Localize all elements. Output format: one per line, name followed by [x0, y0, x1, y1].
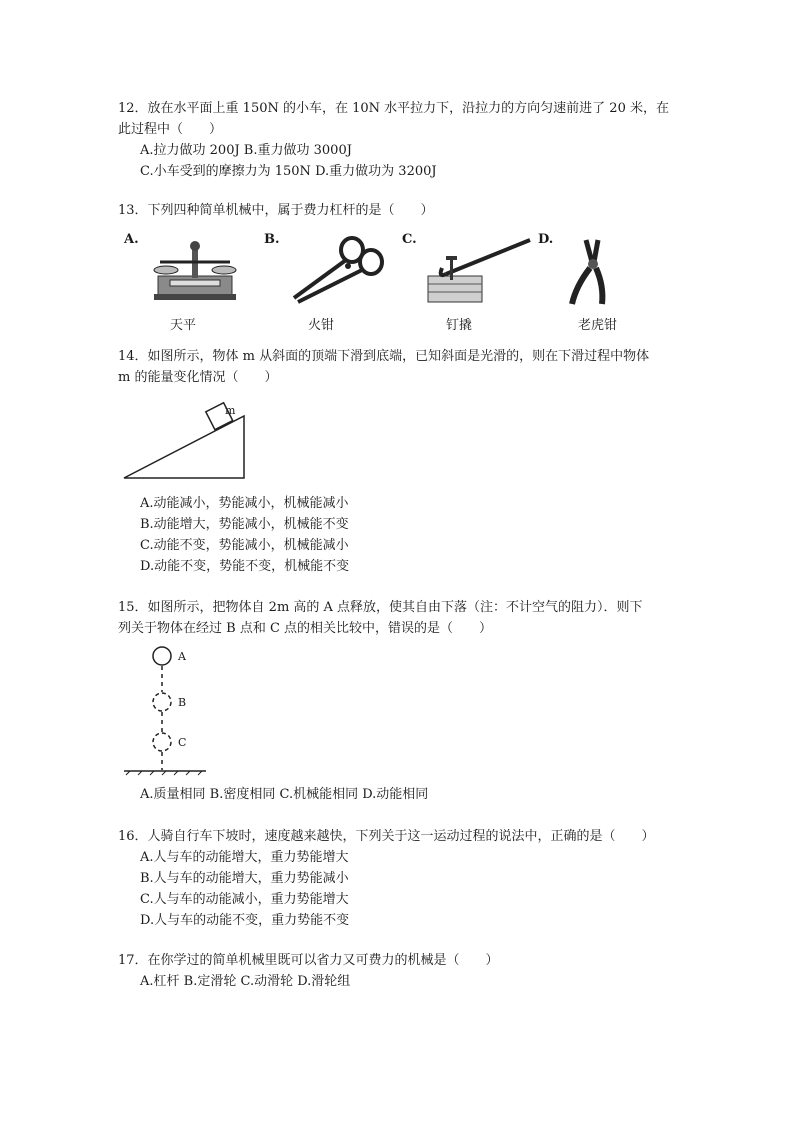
question-14-option-b: B.动能增大，势能减小，机械能不变 — [140, 517, 349, 532]
question-12-stem-line2: 此过程中（ ） — [118, 122, 223, 137]
question-15-options-line: A.质量相同 B.密度相同 C.机械能相同 D.动能相同 — [140, 787, 429, 802]
caption-balance: 天平 — [170, 318, 197, 333]
caption-pliers: 老虎钳 — [578, 318, 618, 333]
question-15 — [118, 597, 678, 639]
question-12-options-ab: A.拉力做功 200J B.重力做功 3000J — [140, 143, 352, 158]
question-12-options-cd: C.小车受到的摩擦力为 150N D.重力做功为 3200J — [140, 164, 437, 179]
question-16-option-a: A.人与车的动能增大，重力势能增大 — [140, 850, 349, 865]
free-fall-diagram — [120, 644, 220, 776]
question-13-stem: 13．下列四种简单机械中，属于费力杠杆的是（ ） — [118, 203, 434, 218]
question-16 — [118, 826, 678, 931]
nail-puller-image — [424, 234, 534, 306]
question-16-option-b: B.人与车的动能增大，重力势能减小 — [140, 871, 349, 886]
question-17-options-line: A.杠杆 B.定滑轮 C.动滑轮 D.滑轮组 — [140, 974, 351, 989]
caption-nail-puller: 钉撬 — [446, 318, 473, 333]
question-16-stem: 16．人骑自行车下坡时，速度越来越快，下列关于这一运动过程的说法中，正确的是（ ） — [118, 829, 655, 844]
question-14 — [118, 346, 678, 388]
question-17 — [118, 950, 678, 992]
question-16-option-c: C.人与车的动能减小，重力势能增大 — [140, 892, 349, 907]
question-14-options — [118, 493, 678, 577]
pliers-image — [562, 236, 622, 308]
option-letter-c: C. — [402, 232, 417, 247]
fire-tongs-image — [284, 236, 384, 308]
balance-scale-image — [150, 234, 240, 306]
option-letter-b: B. — [264, 232, 280, 247]
question-14-stem-line2: m 的能量变化情况（ ） — [118, 370, 278, 385]
option-letter-a: A. — [124, 232, 139, 247]
question-16-option-d: D.人与车的动能不变，重力势能不变 — [140, 913, 350, 928]
question-15-stem-line2: 列关于物体在经过 B 点和 C 点的相关比较中，错误的是（ ） — [118, 621, 493, 636]
question-17-stem: 17．在你学过的简单机械里既可以省力又可费力的机械是（ ） — [118, 953, 499, 968]
point-b-label: B — [178, 696, 187, 709]
question-15-options — [118, 784, 678, 805]
question-14-option-d: D.动能不变，势能不变，机械能不变 — [140, 559, 350, 574]
point-c-label: C — [178, 736, 187, 749]
caption-fire-tongs: 火钳 — [308, 318, 335, 333]
question-12-stem-line1: 12．放在水平面上重 150N 的小车，在 10N 水平拉力下，沿拉力的方向匀速前进了 20 米，在 — [118, 101, 669, 116]
point-a-label: A — [178, 650, 186, 663]
question-13 — [118, 200, 678, 221]
question-15-stem-line1: 15．如图所示，把物体自 2m 高的 A 点释放，使其自由下落（注：不计空气的阻力）．则下 — [118, 600, 643, 615]
question-14-option-c: C.动能不变，势能减小，机械能减小 — [140, 538, 349, 553]
block-m-label: m — [225, 404, 236, 417]
question-12 — [118, 98, 678, 182]
question-14-option-a: A.动能减小，势能减小，机械能减小 — [140, 496, 349, 511]
question-14-stem-line1: 14．如图所示，物体 m 从斜面的顶端下滑到底端，已知斜面是光滑的，则在下滑过程中物体 — [118, 349, 650, 364]
option-letter-d: D. — [538, 232, 554, 247]
